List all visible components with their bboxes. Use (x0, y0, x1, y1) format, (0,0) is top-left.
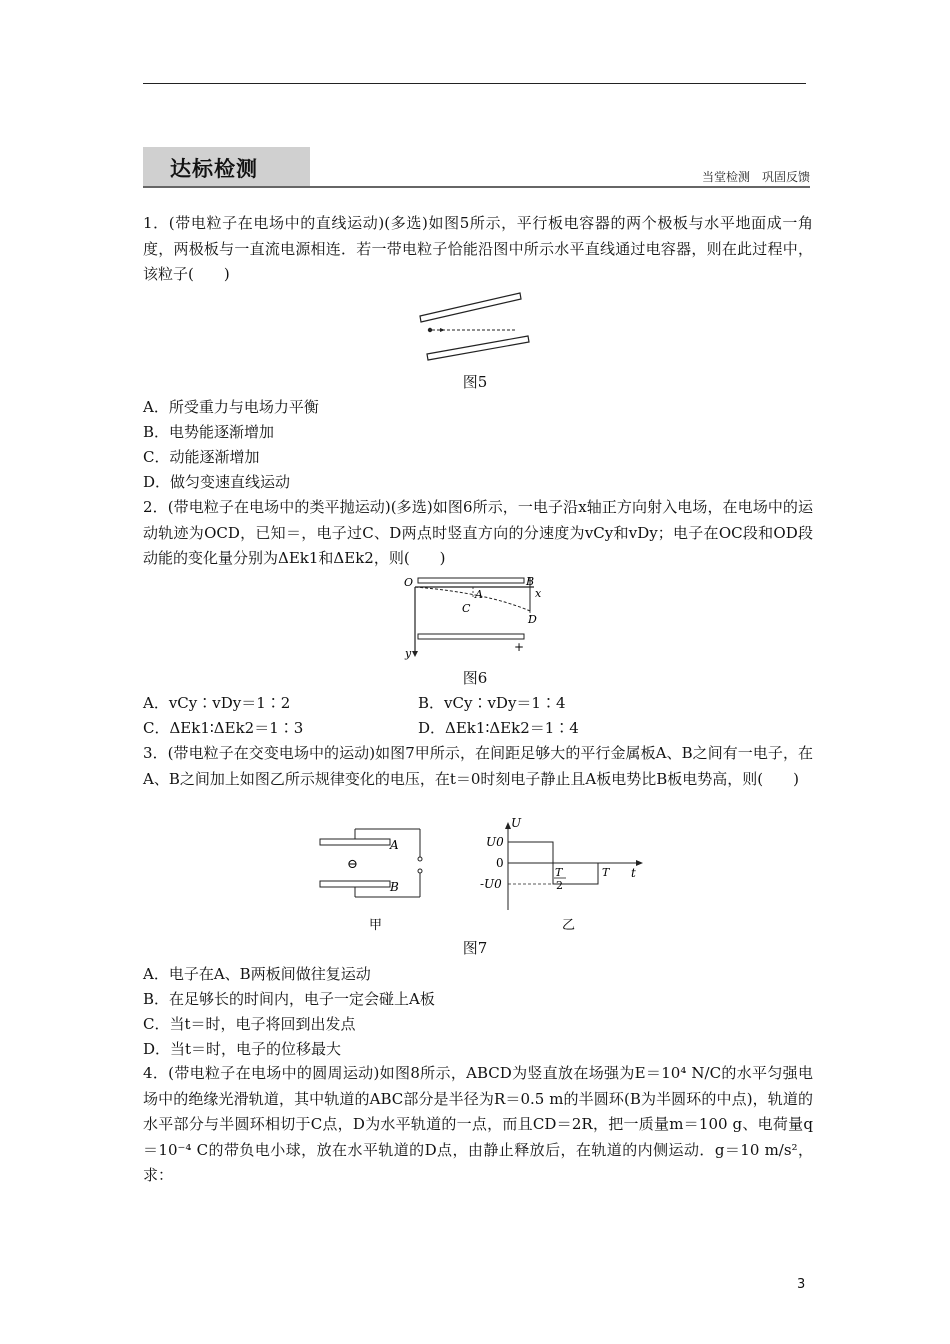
figure-7-caption: 图7 (462, 939, 488, 957)
sub-caption-jia: 甲 (369, 918, 383, 933)
q2-option-d: D．ΔEk1∶ΔEk2＝1∶4 (418, 719, 579, 737)
figure-6-caption: 图6 (462, 669, 488, 687)
question-1-text: 1．(带电粒子在电场中的直线运动)(多选)如图5所示，平行板电容器的两个极板与水平地面成一角度，两极板与一直流电源相连．若一带电粒子恰能沿图中所示水平直线通过电容器，则在此过程中，该粒子( ) (143, 214, 813, 283)
q3-option-b: B．在足够长的时间内，电子一定会碰上A板 (143, 990, 435, 1008)
q3-option-c: C．当t＝时，电子将回到出发点 (143, 1015, 356, 1033)
upper-plate (420, 293, 521, 322)
label-x: x (535, 587, 542, 600)
label-O: O (404, 576, 414, 589)
label-T-half-den: 2 (556, 879, 563, 892)
label-T: T (602, 866, 610, 879)
label-zero: 0 (496, 856, 504, 870)
section-rule (143, 186, 810, 188)
top-plate (418, 578, 524, 583)
section-subtitle: 当堂检测 巩固反馈 (701, 170, 810, 184)
q1-option-b: B．电势能逐渐增加 (143, 423, 275, 441)
q1-option-c: C．动能逐渐增加 (143, 448, 260, 466)
label-D: D (528, 613, 537, 626)
figure-7-left (315, 825, 445, 935)
label-neg-U0: -U0 (480, 877, 502, 891)
lower-plate (427, 336, 529, 360)
label-plus: + (514, 640, 525, 654)
section-title: 达标检测 (170, 157, 258, 181)
question-3-text: 3．(带电粒子在交变电场中的运动)如图7甲所示，在间距足够大的平行金属板A、B之间有一电子，在A、B之间加上如图乙所示规律变化的电压，在t＝0时刻电子静止且A板电势比B板电势高，则( ) (143, 744, 813, 788)
plate-B (320, 881, 390, 887)
label-B: B (526, 575, 535, 588)
particle (428, 328, 432, 332)
label-T-half-num: T (555, 866, 563, 879)
label-plate-A: A (390, 838, 399, 852)
figure-7-right (478, 815, 648, 935)
electron-symbol: ⊖ (347, 857, 358, 872)
trajectory (415, 587, 530, 611)
figure-6 (398, 573, 558, 663)
q2-option-c: C．ΔEk1∶ΔEk2＝1∶3 (143, 719, 304, 737)
label-U0: U0 (486, 835, 504, 849)
top-rule (143, 83, 806, 84)
q1-option-d: D．做匀变速直线运动 (143, 473, 291, 491)
q1-option-a: A．所受重力与电场力平衡 (143, 398, 319, 416)
question-2-text: 2．(带电粒子在电场中的类平抛运动)(多选)如图6所示，一电子沿x轴正方向射入电场，在电场中的运动轨迹为OCD，已知＝，电子过C、D两点时竖直方向的分速度为vCy和vDy；电子在OC段和OD段动能的变化量分别为ΔEk1和ΔEk2，则( ) (143, 498, 813, 567)
q2-option-b: B．vCy∶vDy＝1∶4 (418, 694, 566, 712)
question-4-text: 4．(带电粒子在电场中的圆周运动)如图8所示，ABCD为竖直放在场强为E＝10⁴ N/C的水平匀强电场中的绝缘光滑轨道，其中轨道的ABC部分是半径为R＝0.5 m的半圆环(B为半圆环的中点)，轨道的水平部分与半圆环相切于C点，D为水平轨道的一点，而且CD＝2R，把一质量m＝100 g、电荷量q＝10⁻⁴ C的带负电小球，放在水平轨道的D点，由静止释放后，在轨道的内侧运动．g＝10 m/s²，求： (143, 1064, 813, 1184)
figure-5-caption: 图5 (462, 373, 488, 391)
sub-caption-yi: 乙 (562, 918, 576, 933)
arrow-head (440, 328, 445, 332)
figure-5 (410, 288, 540, 368)
q3-option-a: A．电子在A、B两板间做往复运动 (143, 965, 371, 983)
page-number: 3 (797, 1277, 806, 1292)
label-plate-B: B (390, 880, 399, 894)
label-U: U (511, 816, 522, 830)
label-C: C (462, 602, 471, 615)
q2-option-a: A．vCy∶vDy＝1∶2 (143, 694, 291, 712)
label-A: A (475, 588, 483, 601)
bottom-plate (418, 634, 524, 639)
plate-A (320, 839, 390, 845)
q3-option-d: D．当t＝时，电子的位移最大 (143, 1040, 342, 1058)
label-y: y (405, 647, 412, 660)
positive-pulse (508, 842, 553, 863)
label-t: t (631, 866, 636, 880)
